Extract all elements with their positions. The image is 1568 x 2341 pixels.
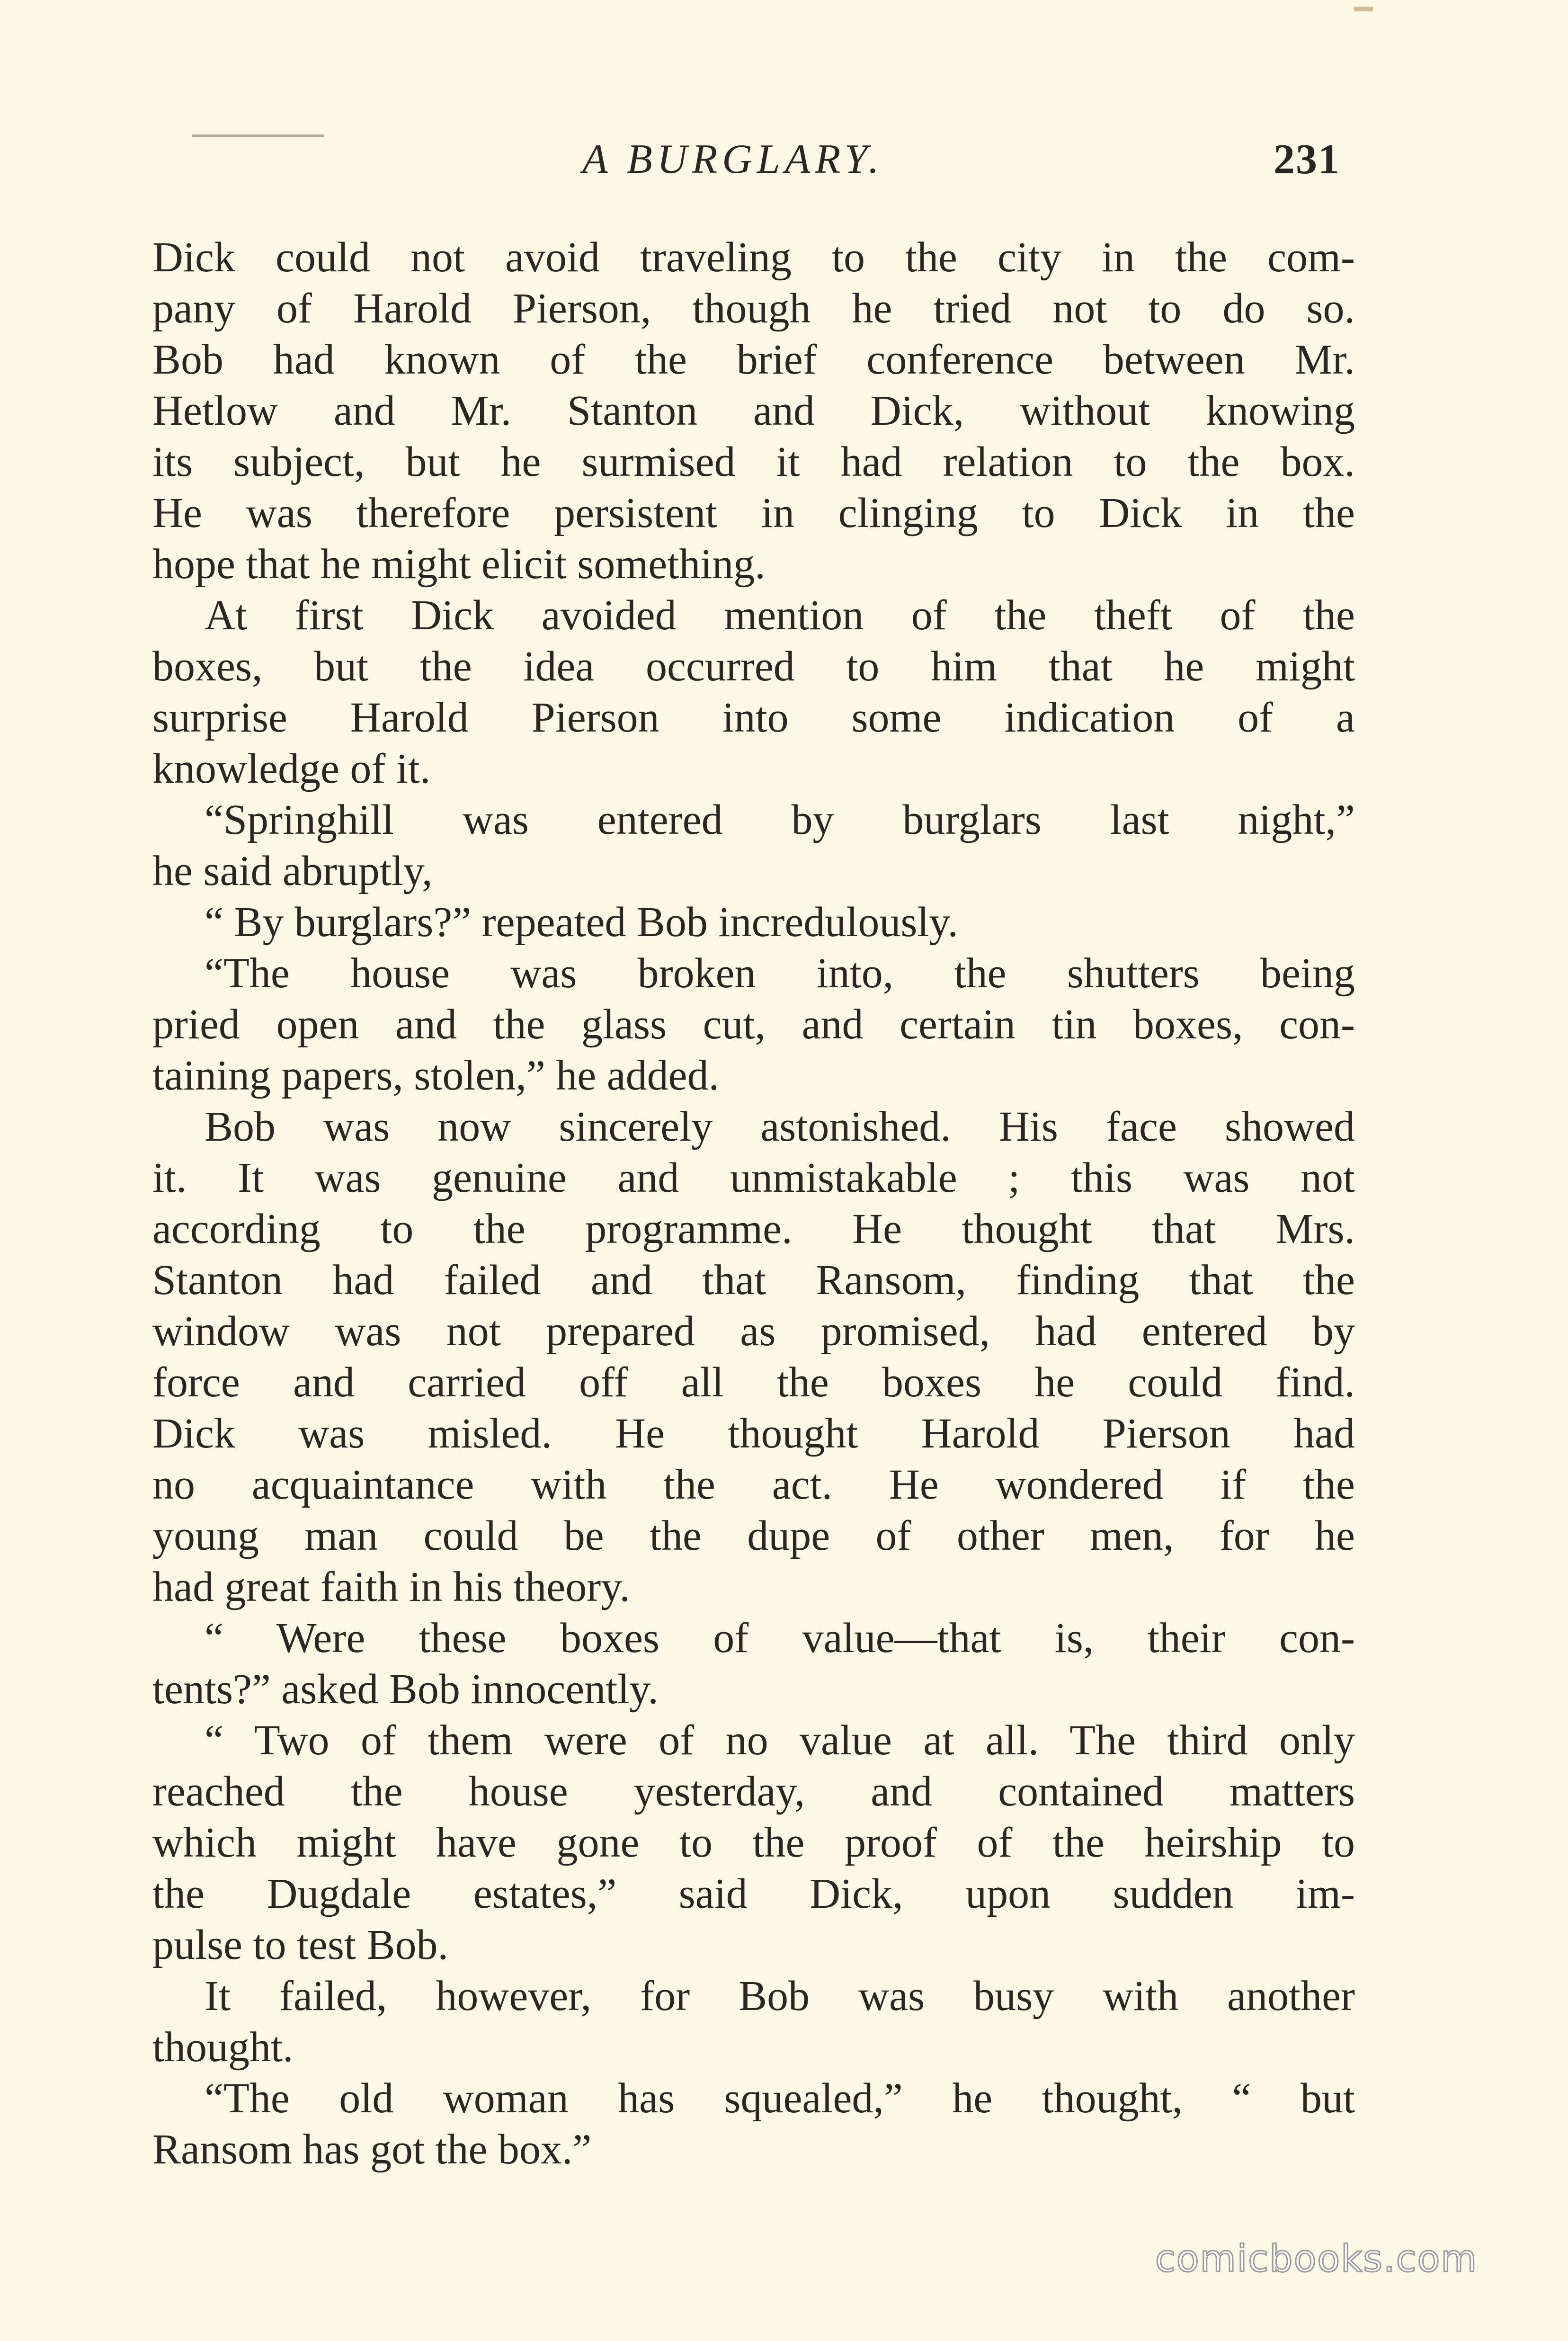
text-line: pulse to test Bob. bbox=[152, 1921, 448, 1968]
text-line: pany of Harold Pierson, though he tried not to do so. bbox=[152, 285, 1355, 332]
text-line: At first Dick avoided mention of the theft of the bbox=[205, 592, 1355, 639]
running-header bbox=[0, 134, 1568, 186]
text-line: thought. bbox=[152, 2024, 294, 2071]
text-line: according to the programme. He thought that Mrs. bbox=[152, 1206, 1355, 1252]
text-line: hope that he might elicit something. bbox=[152, 541, 766, 588]
text-line: window was not prepared as promised, had entered by bbox=[152, 1308, 1355, 1355]
body-text bbox=[152, 232, 1355, 2175]
text-line: Stanton had failed and that Ransom, finding that the bbox=[152, 1257, 1355, 1304]
text-line: pried open and the glass cut, and certain tin boxes, con- bbox=[152, 1001, 1355, 1048]
running-title: A BURGLARY. bbox=[582, 136, 884, 182]
text-line: It failed, however, for Bob was busy with another bbox=[205, 1973, 1355, 2019]
text-line: Dick could not avoid traveling to the city in the com- bbox=[152, 234, 1355, 281]
text-line: boxes, but the idea occurred to him that he might bbox=[152, 643, 1355, 690]
text-line: Bob had known of the brief conference between Mr. bbox=[152, 336, 1355, 383]
text-line: Ransom has got the box.” bbox=[152, 2126, 592, 2173]
text-line: surprise Harold Pierson into some indication of a bbox=[152, 694, 1355, 741]
text-line: force and carried off all the boxes he could find. bbox=[152, 1359, 1355, 1406]
text-line: “The old woman has squealed,” he thought, “ but bbox=[205, 2075, 1355, 2122]
text-line: it. It was genuine and unmistakable ; this was not bbox=[152, 1154, 1355, 1201]
text-line: the Dugdale estates,” said Dick, upon sudden im- bbox=[152, 1870, 1355, 1917]
text-line: Hetlow and Mr. Stanton and Dick, without knowing bbox=[152, 387, 1355, 434]
text-line: “ Two of them were of no value at all. The third only bbox=[205, 1717, 1355, 1764]
text-line: “ By burglars?” repeated Bob incredulously. bbox=[205, 899, 959, 946]
text-line: its subject, but he surmised it had relation to the box. bbox=[152, 438, 1355, 485]
text-line: tents?” asked Bob innocently. bbox=[152, 1666, 659, 1713]
text-line: He was therefore persistent in clinging to Dick in the bbox=[152, 490, 1355, 536]
text-line: had great faith in his theory. bbox=[152, 1564, 630, 1610]
watermark: comicbooks.com bbox=[1155, 2238, 1478, 2280]
text-line: Dick was misled. He thought Harold Pierson had bbox=[152, 1410, 1355, 1457]
text-line: he said abruptly, bbox=[152, 848, 433, 894]
corner-mark bbox=[1354, 7, 1373, 11]
text-line: “The house was broken into, the shutters being bbox=[205, 950, 1355, 997]
page-number: 231 bbox=[1274, 136, 1340, 183]
text-line: taining papers, stolen,” he added. bbox=[152, 1052, 720, 1099]
text-line: which might have gone to the proof of the heirship to bbox=[152, 1819, 1355, 1866]
text-line: knowledge of it. bbox=[152, 745, 431, 792]
text-line: reached the house yesterday, and contained matters bbox=[152, 1768, 1355, 1815]
text-line: Bob was now sincerely astonished. His face showed bbox=[205, 1103, 1355, 1150]
text-line: no acquaintance with the act. He wondered if the bbox=[152, 1461, 1355, 1508]
text-line: young man could be the dupe of other men, for he bbox=[152, 1512, 1355, 1559]
text-line: “Springhill was entered by burglars last night,” bbox=[205, 796, 1355, 843]
text-line: “ Were these boxes of value—that is, their con- bbox=[205, 1615, 1355, 1662]
